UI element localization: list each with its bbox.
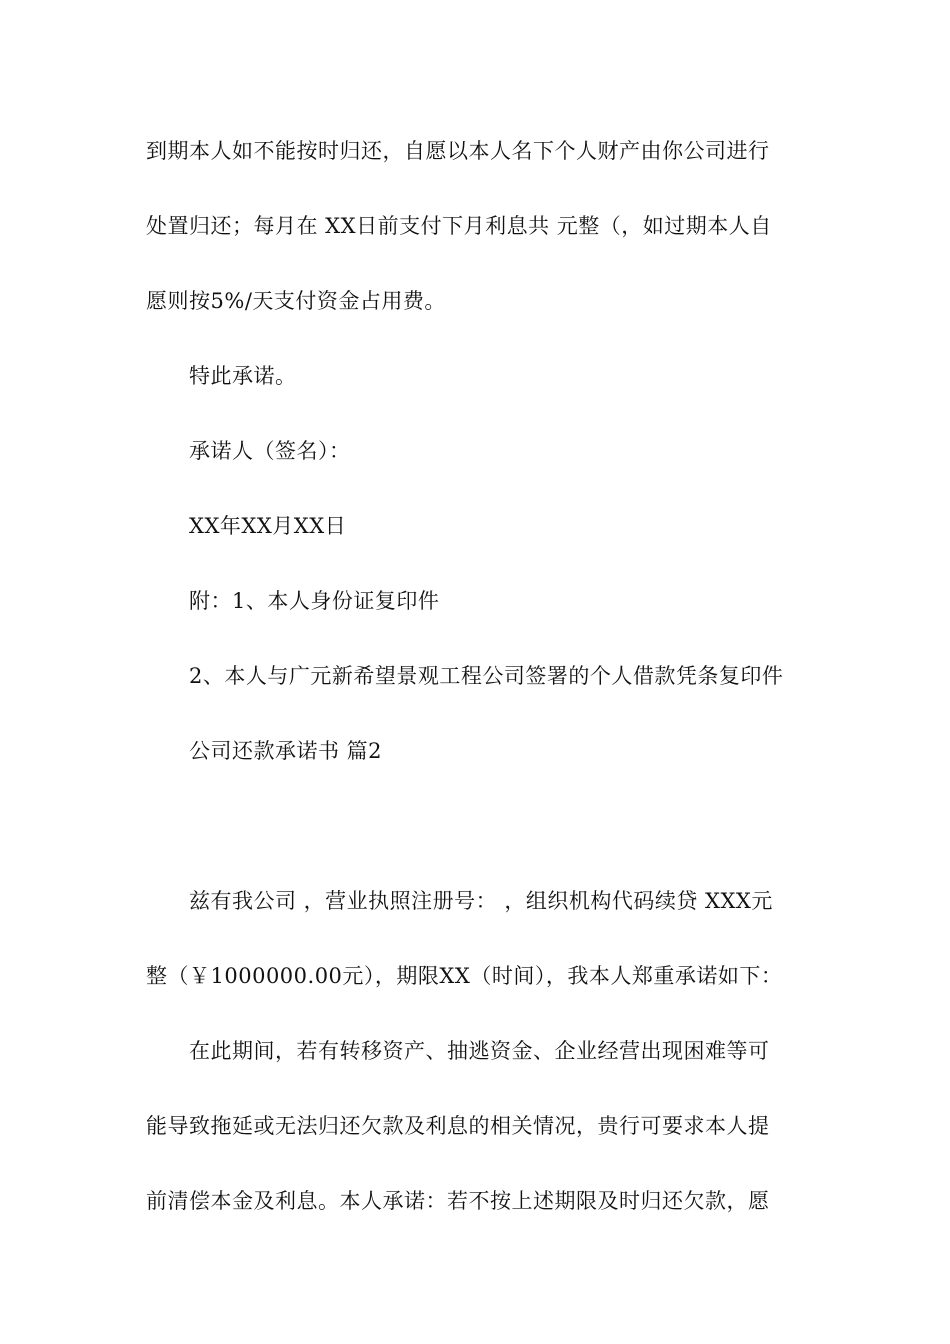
paragraph-line: 处置归还；每月在 XX日前支付下月利息共 元整（，如过期本人自 (146, 214, 772, 238)
paragraph-line: 前清偿本金及利息。本人承诺：若不按上述期限及时归还欠款，愿 (146, 1189, 770, 1213)
signature-label: 承诺人（签名）： (189, 439, 351, 463)
paragraph-line: 到期本人如不能按时归还，自愿以本人名下个人财产由你公司进行 (146, 139, 770, 163)
section-heading: 公司还款承诺书 篇2 (189, 739, 383, 763)
paragraph-line: 愿则按5%/天支付资金占用费。 (146, 289, 446, 313)
paragraph-line: 整（￥1000000.00元），期限XX（时间），我本人郑重承诺如下： (146, 964, 783, 988)
date-line: XX年XX月XX日 (189, 514, 347, 538)
closing-statement: 特此承诺。 (189, 364, 297, 388)
attachment-item-1: 附：1、本人身份证复印件 (189, 589, 440, 613)
paragraph-line: 能导致拖延或无法归还欠款及利息的相关情况，贵行可要求本人提 (146, 1114, 770, 1138)
paragraph-line: 在此期间，若有转移资产、抽逃资金、企业经营出现困难等可 (189, 1039, 770, 1063)
paragraph-line: 兹有我公司 ，营业执照注册号： ，组织机构代码续贷 XXX元 (189, 889, 773, 913)
attachment-item-2: 2、本人与广元新希望景观工程公司签署的个人借款凭条复印件 (189, 664, 784, 688)
